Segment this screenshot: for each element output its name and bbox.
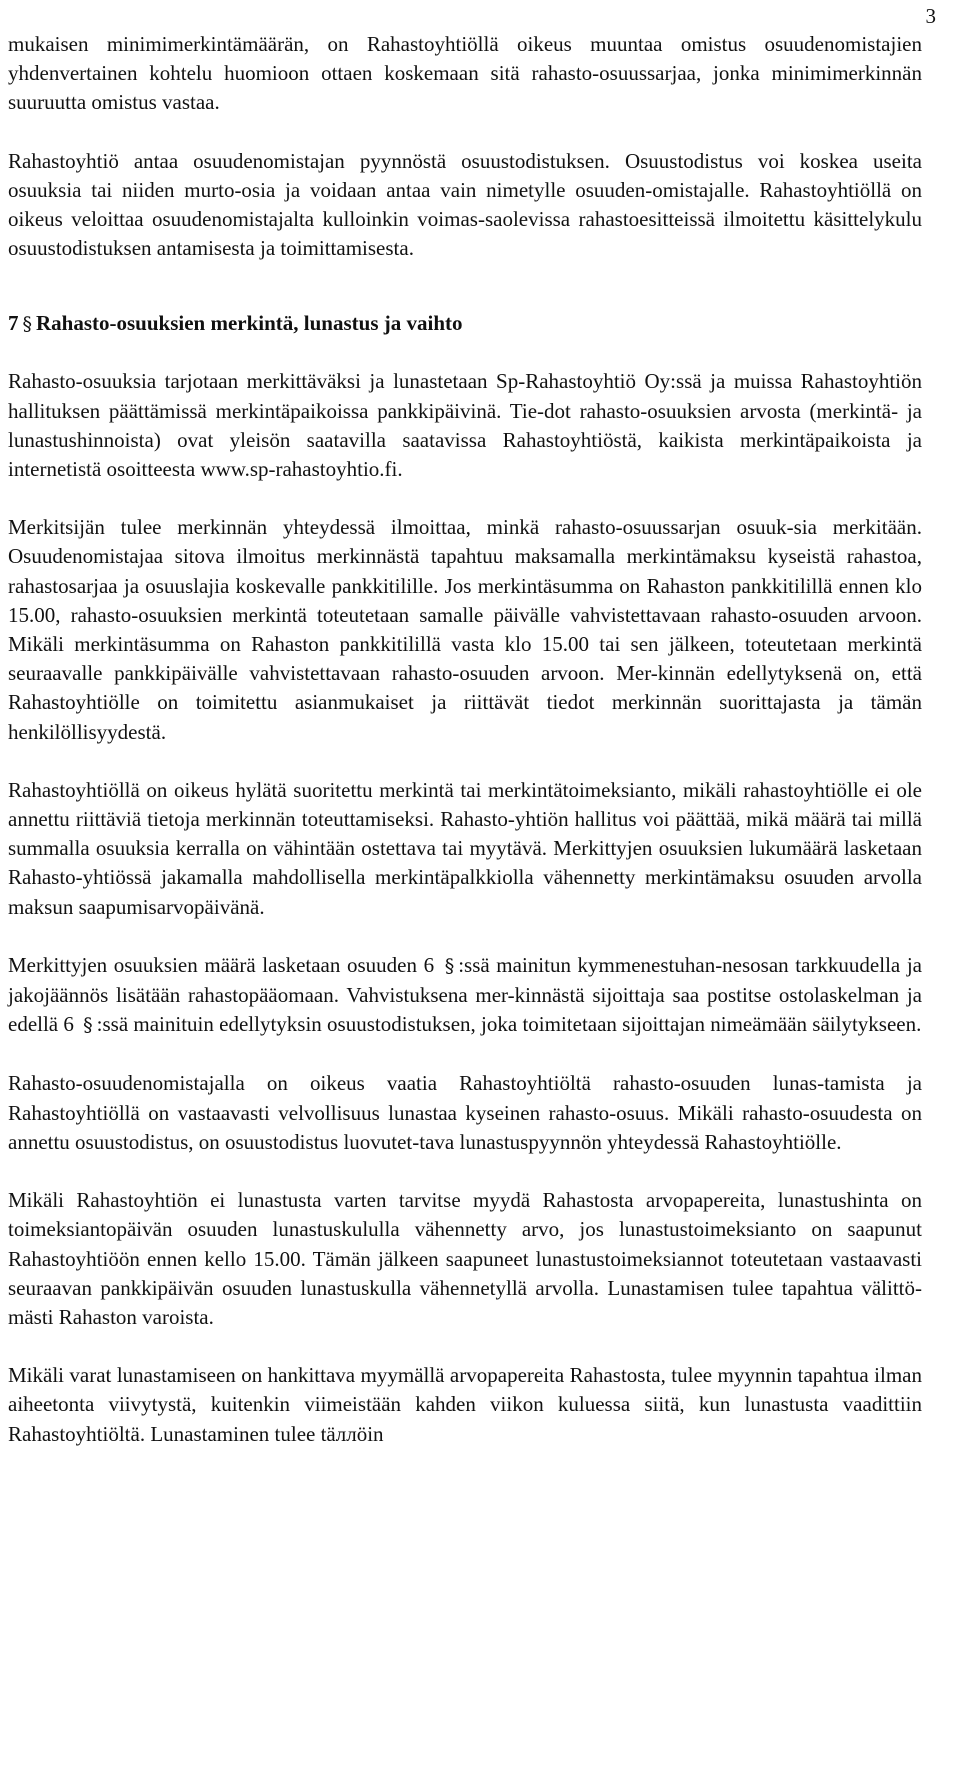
section-title: Rahasto-osuuksien merkintä, lunastus ja vaihto [36, 311, 463, 336]
paragraph-rejection: Rahastoyhtiöllä on oikeus hylätä suoritettu merkintä tai merkintätoimeksianto, mikäli rahastoyhtiölle ei ole annettu riittäviä tietoja merkinnän toteuttamiseksi. Rahasto-yhtiön hallitus voi päättää, mikä määrä tai millä summalla osuuksia kerralla on vähintään ostettava tai myytävä. Merkittyjen osuuksien lukumäärä lasketaan Rahasto-yhtiössä jakamalla mahdollisella merkintäpalkkiolla vähennetty merkintämaksu osuuden arvolla maksun saapumisarvopäivänä. [8, 777, 922, 919]
section-symbol: § [22, 313, 32, 336]
paragraph-subscription-timing: Merkitsijän tulee merkinnän yhteydessä ilmoittaa, minkä rahasto-osuussarjan osuuk-sia merkitään. Osuudenomistajaa sitova ilmoitus merkinnästä tapahtuu maksamalla merkintämaksu kyseistä rahastoa, rahastosarjaa ja osuuslajia koskevalle pankkitilille. Jos merkintäsumma on Rahaston pankkitilillä ennen klo 15.00, rahasto-osuuksien merkintä toteutetaan samalle päivälle vahvistettavaan rahasto-osuuden arvoon. Mikäli merkintäsumma on Rahaston pankkitilillä vasta klo 15.00 tai sen jälkeen, toteutetaan merkintä seuraavalle pankkipäivälle vahvistettavaan rahasto-osuuden arvoon. Mer-kinnän edellytyksenä on, että Rahastoyhtiölle on toimitettu asianmukaiset ja riittävät tiedot merkinnän suorittajasta ja tämän henkilöllisyydestä. [8, 515, 922, 744]
paragraph-minimum-subscription: mukaisen minimimerkintämäärän, on Rahastoyhtiöllä oikeus muuntaa omistus osuudenomistajien yhdenvertainen kohtelu huomioon ottaen koskemaan sitä rahasto-osuussarjaa, jonka minimimerkinnän suuruutta omistus vastaa. [8, 32, 922, 115]
unit-calc-part-2: :ssä mainitun kymmenestuhan-nesosan tarkkuudella ja jakojäännös lisätään rahastopääomaan. Vahvistuksena mer-kinnästä sijoittaja saa postitse ostolaskelman ja edellä 6 [8, 952, 922, 1037]
section-symbol-ref-1: § [444, 954, 455, 977]
paragraph-unit-calculation [8, 951, 922, 1041]
paragraph-redemption-right: Rahasto-osuudenomistajalla on oikeus vaatia Rahastoyhtiöltä rahasto-osuuden lunas-tamista ja Rahastoyhtiöllä on vastaavasti velvollisuus lunastaa kyseinen rahasto-osuus. Mikäli rahasto-osuudesta on annettu osuustodistus, on osuustodistus luovutet-tava lunastuspyynnön yhteydessä Rahastoyhtiölle. [8, 1071, 922, 1154]
unit-calc-part-3: :ssä mainituin edellytyksin osuustodistuksen, joka toimitetaan sijoittajan nimeämään säilytykseen. [96, 1012, 922, 1037]
page-number: 3 [925, 4, 936, 28]
section-number: 7 [8, 311, 19, 336]
document-body [8, 30, 922, 1478]
paragraph-subscription-places: Rahasto-osuuksia tarjotaan merkittäväksi ja lunastetaan Sp-Rahastoyhtiö Oy:ssä ja muissa Rahastoyhtiön hallituksen päättämissä merkintäpaikoissa pankkipäivinä. Tie-dot rahasto-osuuksien arvosta (merkintä- ja lunastushinnoista) ovat yleisön saatavilla saatavissa Rahastoyhtiöstä, kaikista merkintäpaikoista ja internetistä osoitteesta www.sp-rahastoyhtio.fi. [8, 369, 922, 482]
paragraph-redemption-price: Mikäli Rahastoyhtiön ei lunastusta varten tarvitse myydä Rahastosta arvopapereita, lunastushinta on toimeksiantopäivän osuuden lunastuskululla vähennetty arvo, jos lunastustoimeksianto on saapunut Rahastoyhtiöön ennen kello 15.00. Tämän jälkeen saapuneet lunastustoimeksiannot toteutetaan vastaavasti seuraavan pankkipäivän osuuden lunastuskulla vähennetyllä arvolla. Lunastamisen tulee tapahtua välittö-mästi Rahaston varoista. [8, 1188, 922, 1329]
paragraph-certificate: Rahastoyhtiö antaa osuudenomistajan pyynnöstä osuustodistuksen. Osuustodistus voi koskea useita osuuksia tai niiden murto-osia ja voidaan antaa vain nimetylle osuuden-omistajalle. Rahastoyhtiöllä on oikeus veloittaa osuudenomistajalta kulloinkin voimas-saolevissa rahastoesitteissä ilmoitettu käsittelykulu osuustodistuksen antamisesta ja toimittamisesta. [8, 148, 922, 261]
section-symbol-ref-2: § [83, 1014, 93, 1037]
paragraph-redemption-sale: Mikäli varat lunastamiseen on hankittava myymällä arvopapereita Rahastosta, tulee myynnin tapahtua ilman aiheetonta viivytystä, kuitenkin viimeistään kahden viikon kuluessa siitä, kun lunastusta vaadittiin Rahastoyhtiöltä. Lunastaminen tulee täллöin [8, 1363, 922, 1446]
section-heading [8, 309, 922, 339]
unit-calc-part-1: Merkittyjen osuuksien määrä lasketaan osuuden 6 [8, 952, 435, 977]
